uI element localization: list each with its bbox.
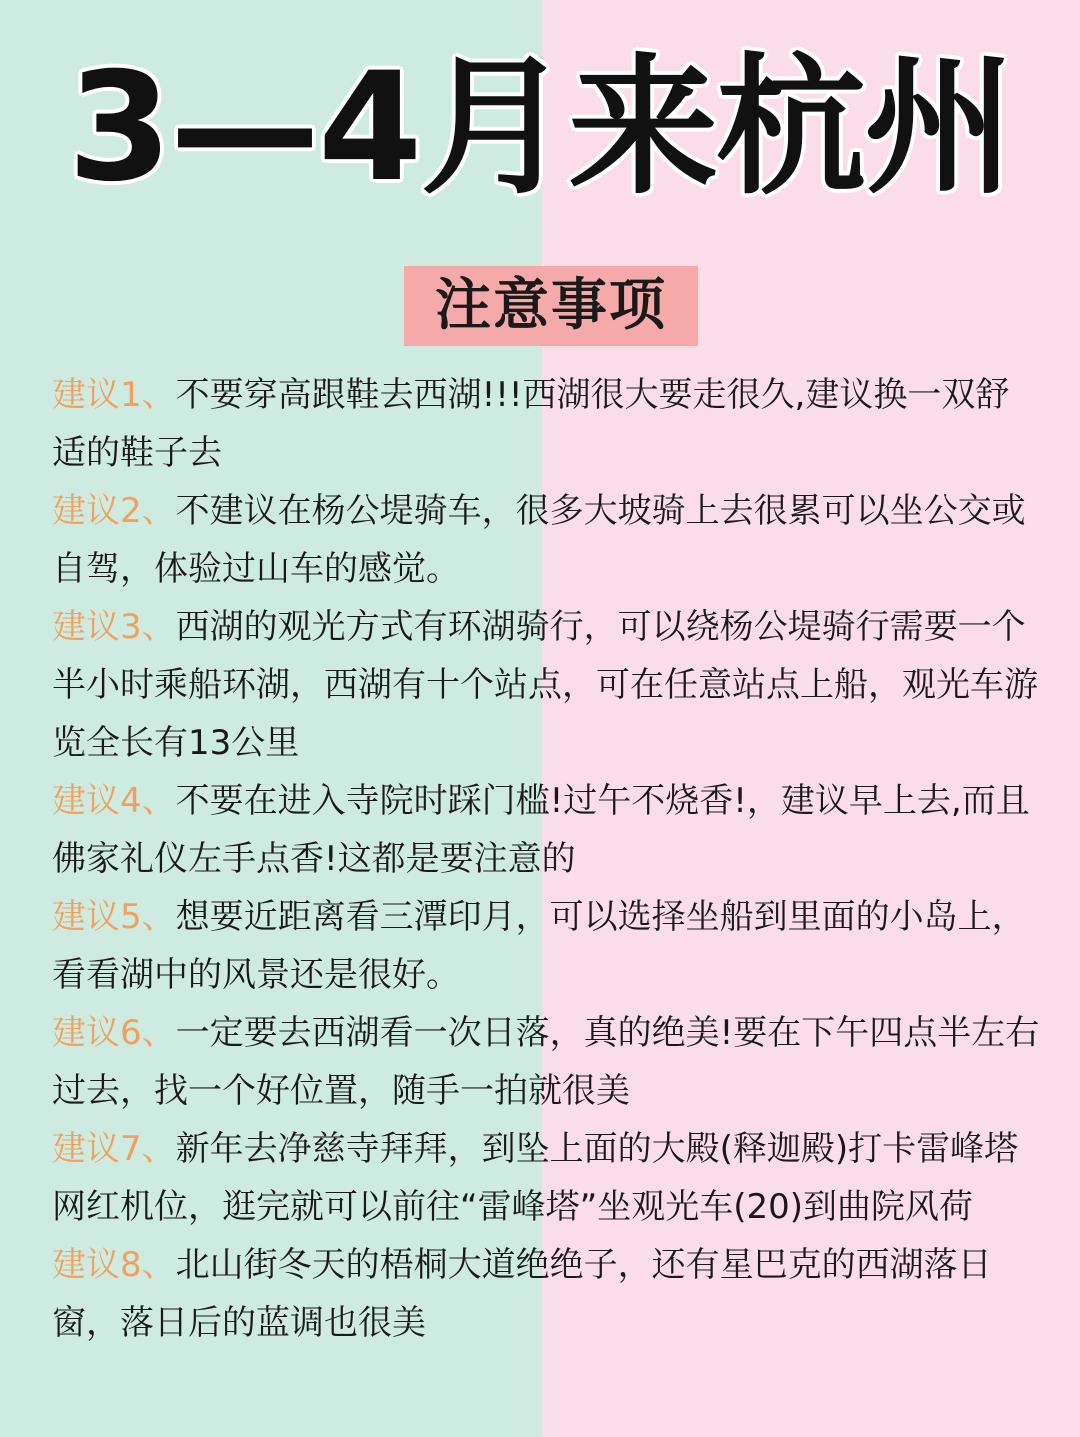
- tips-list: [52, 366, 1042, 1352]
- tip-label: 建议7、: [52, 1129, 176, 1169]
- tip-label: 建议3、: [52, 607, 176, 647]
- tip-label: 建议6、: [52, 1013, 176, 1053]
- tip-item-5: [52, 888, 1042, 1004]
- tip-item-3: [52, 598, 1042, 772]
- page-title: 3—4月来杭州: [67, 41, 1013, 215]
- tip-label: 建议4、: [52, 781, 176, 821]
- tip-item-6: [52, 1004, 1042, 1120]
- tip-text: 西湖的观光方式有环湖骑行，可以绕杨公堤骑行需要一个半小时乘船环湖，西湖有十个站点，可在任意站点上船，观光车游览全长有13公里: [52, 607, 1038, 763]
- subtitle-badge: 注意事项: [404, 266, 698, 346]
- tip-text: 想要近距离看三潭印月，可以选择坐船到里面的小岛上，看看湖中的风景还是很好。: [52, 897, 1026, 995]
- tip-item-4: [52, 772, 1042, 888]
- tip-text: 北山街冬天的梧桐大道绝绝子，还有星巴克的西湖落日窗，落日后的蓝调也很美: [52, 1245, 992, 1343]
- tip-label: 建议2、: [52, 491, 176, 531]
- tip-item-8: [52, 1236, 1042, 1352]
- tip-item-1: [52, 366, 1042, 482]
- tip-text: 不要在进入寺院时踩门槛!过午不烧香!，建议早上去,而且佛家礼仪左手点香!这都是要注意的: [52, 781, 1030, 879]
- tip-text: 一定要去西湖看一次日落，真的绝美!要在下午四点半左右过去，找一个好位置，随手一拍就很美: [52, 1013, 1040, 1111]
- tip-label: 建议1、: [52, 375, 176, 415]
- tip-item-7: [52, 1120, 1042, 1236]
- tip-text: 新年去净慈寺拜拜，到坠上面的大殿(释迦殿)打卡雷峰塔网红机位，逛完就可以前往“雷峰塔”坐观光车(20)到曲院风荷: [52, 1129, 1019, 1227]
- tip-label: 建议8、: [52, 1245, 176, 1285]
- tip-text: 不建议在杨公堤骑车，很多大坡骑上去很累可以坐公交或自驾，体验过山车的感觉。: [52, 491, 1026, 589]
- tip-label: 建议5、: [52, 897, 176, 937]
- tip-text: 不要穿高跟鞋去西湖!!!西湖很大要走很久,建议换一双舒适的鞋子去: [52, 375, 1010, 473]
- tip-item-2: [52, 482, 1042, 598]
